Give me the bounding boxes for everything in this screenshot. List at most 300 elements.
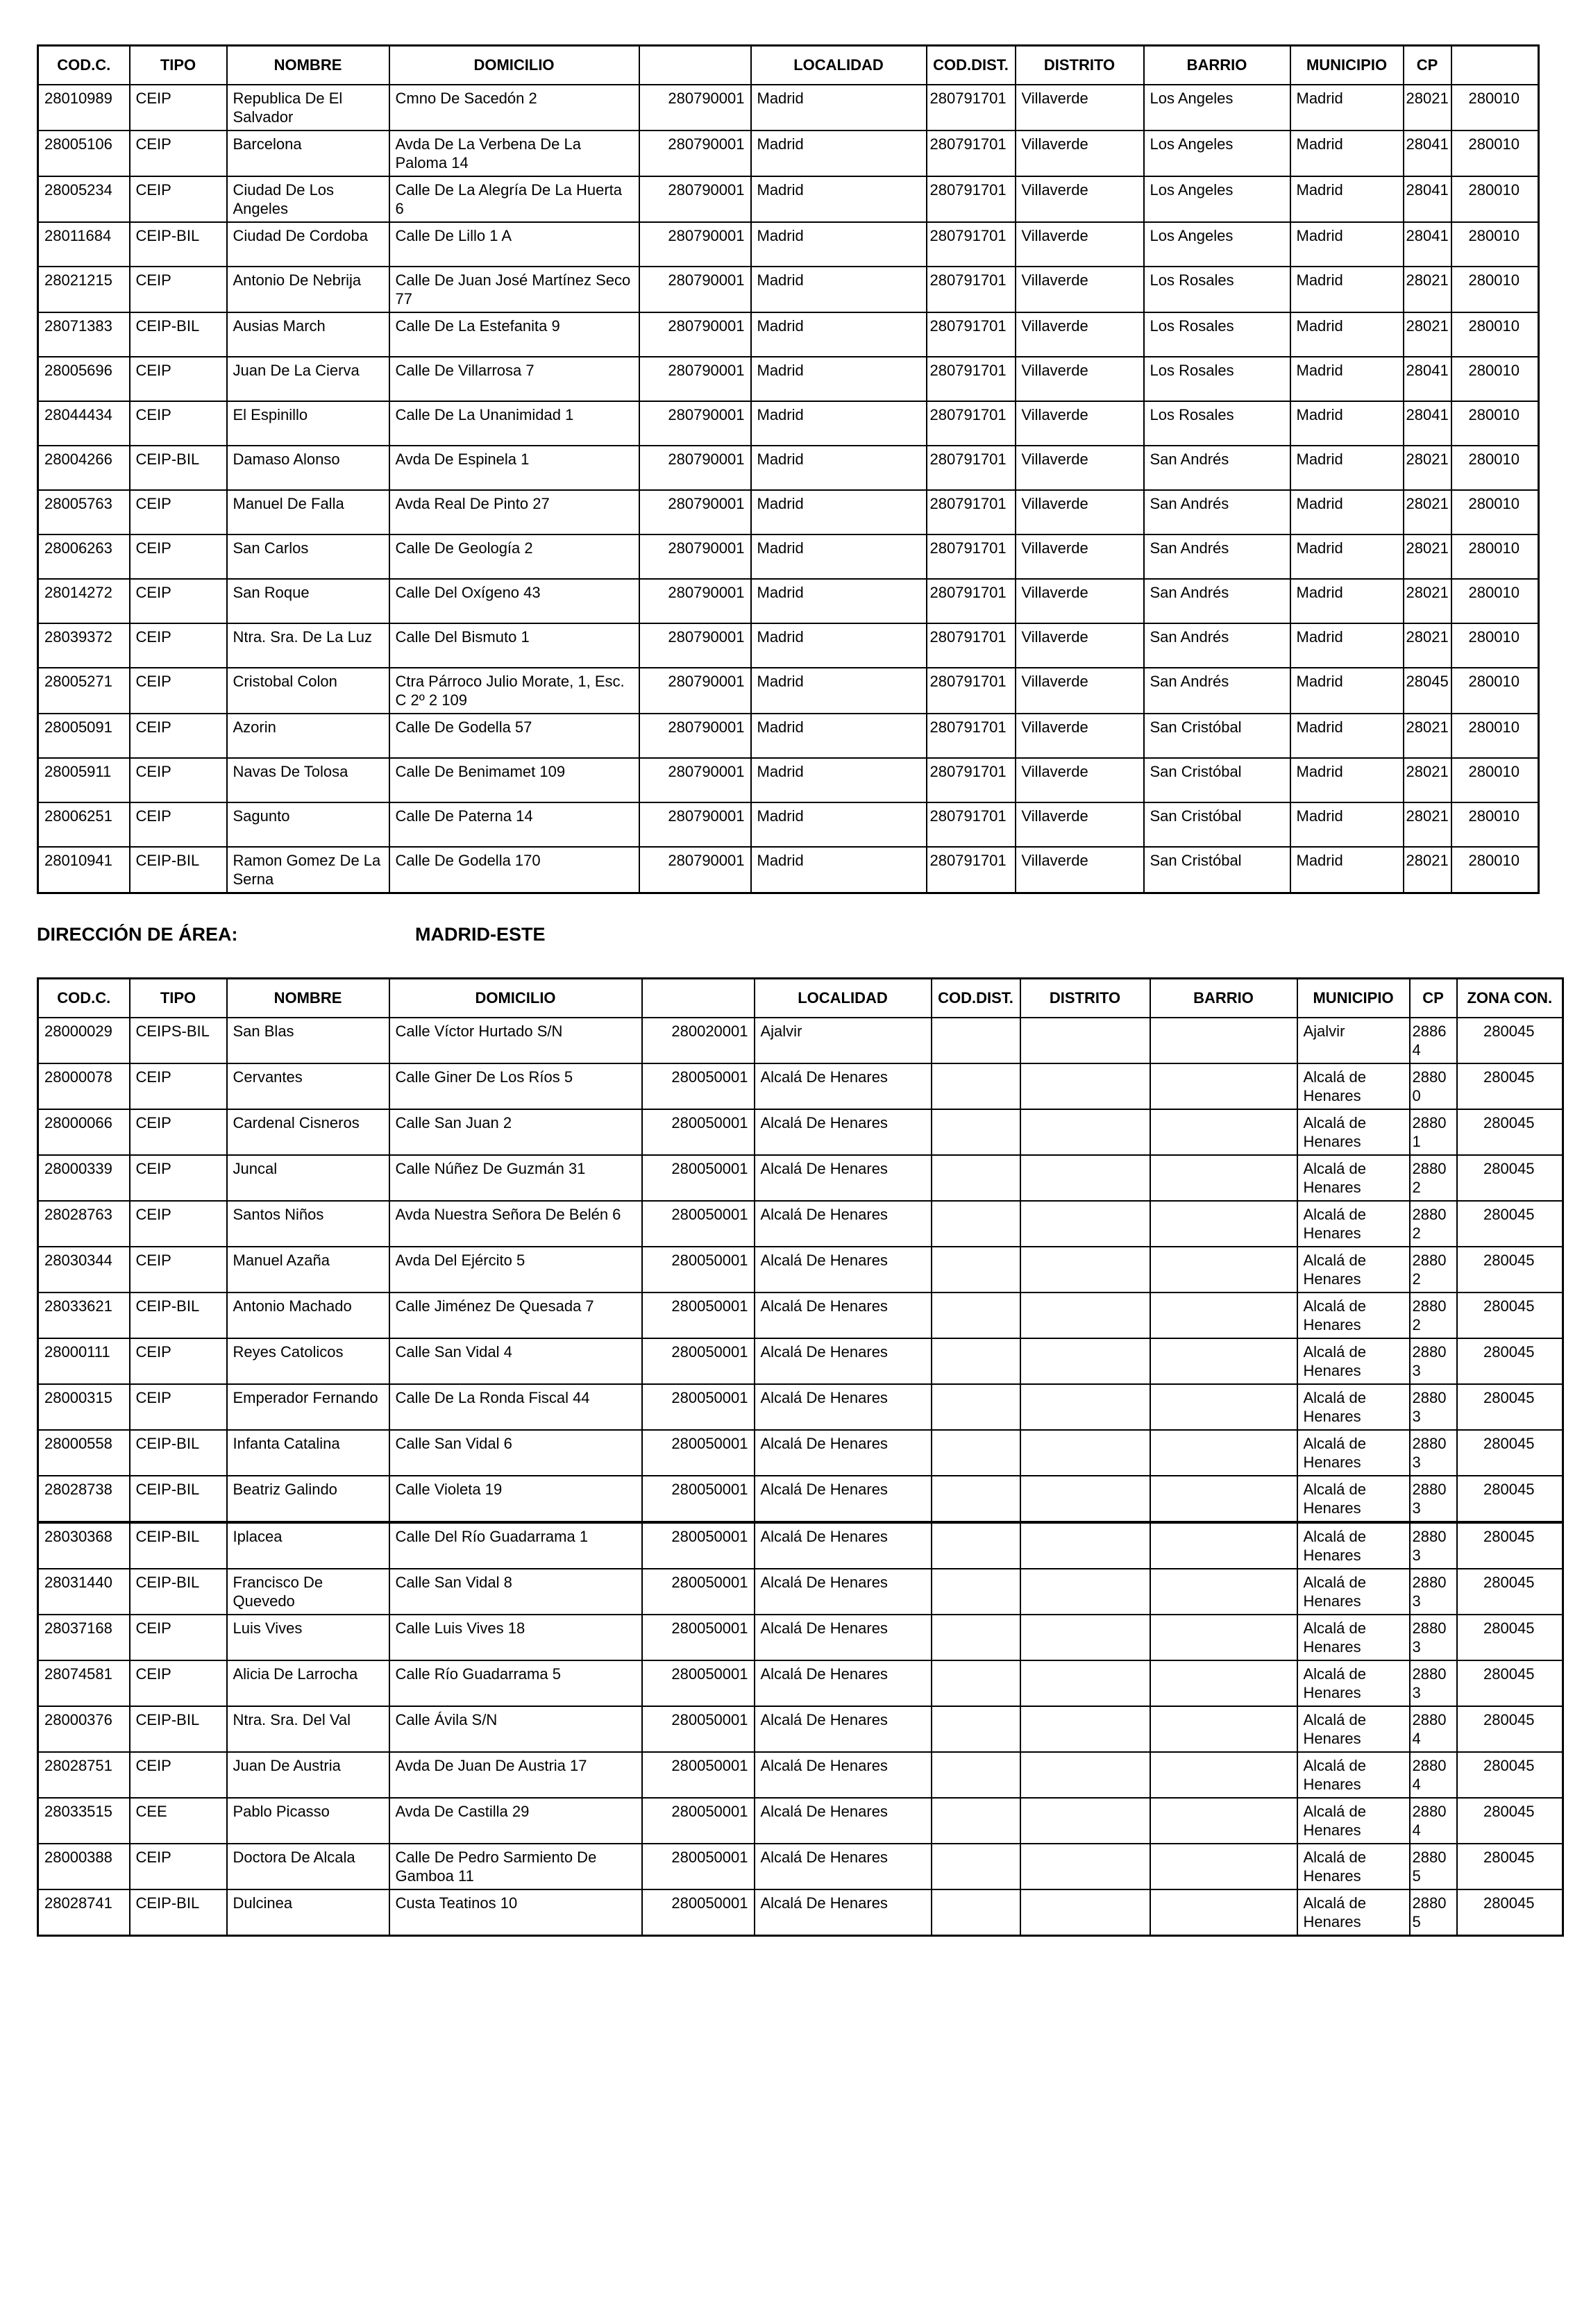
table-cell: Alcalá de Henares <box>1297 1338 1410 1384</box>
table-cell: 28800 <box>1410 1063 1457 1109</box>
table-cell: 280045 <box>1457 1660 1563 1706</box>
table-cell: Alcalá de Henares <box>1297 1889 1410 1936</box>
table-cell: Alcalá de Henares <box>1297 1798 1410 1844</box>
table-cell: Madrid <box>751 267 927 312</box>
table-cell: 280045 <box>1457 1430 1563 1476</box>
table-cell <box>1150 1384 1297 1430</box>
table-cell: 280791701 <box>927 222 1016 267</box>
column-header: COD.DIST. <box>927 46 1016 85</box>
table-cell: 280790001 <box>639 579 751 623</box>
table-row <box>38 1522 1563 1569</box>
table-cell: Calle De Paterna 14 <box>389 802 639 847</box>
table-cell: Antonio Machado <box>227 1292 389 1338</box>
table-cell: Alcalá de Henares <box>1297 1109 1410 1155</box>
table-cell: 280050001 <box>642 1292 755 1338</box>
table-cell: 280010 <box>1451 714 1539 758</box>
table-cell: 280790001 <box>639 357 751 401</box>
table-cell: Madrid <box>1290 222 1404 267</box>
table-cell: 28021 <box>1404 312 1451 357</box>
table-cell: 280010 <box>1451 267 1539 312</box>
table-cell: Madrid <box>751 357 927 401</box>
table-cell: Madrid <box>1290 267 1404 312</box>
table-cell: Alcalá De Henares <box>755 1752 932 1798</box>
table-row <box>38 1430 1563 1476</box>
table-cell: Emperador Fernando <box>227 1384 389 1430</box>
table-cell: CEIP <box>130 758 227 802</box>
table-cell: San Blas <box>227 1018 389 1063</box>
table-cell: Alcalá De Henares <box>755 1430 932 1476</box>
table-cell: 280045 <box>1457 1522 1563 1569</box>
table-cell: 280791701 <box>927 130 1016 176</box>
table-cell: 28000315 <box>38 1384 130 1430</box>
table-cell: San Andrés <box>1144 490 1290 534</box>
column-header: TIPO <box>130 46 227 85</box>
table-cell: Los Angeles <box>1144 176 1290 222</box>
column-header: DISTRITO <box>1016 46 1144 85</box>
table-cell: 280045 <box>1457 1155 1563 1201</box>
table-cell: 280791701 <box>927 623 1016 668</box>
table-cell: Calle Ávila S/N <box>389 1706 642 1752</box>
column-header: DOMICILIO <box>389 46 639 85</box>
table-cell: Alcalá de Henares <box>1297 1615 1410 1660</box>
table-cell: CEIP-BIL <box>130 1706 227 1752</box>
table-cell: Madrid <box>751 847 927 893</box>
table-cell: Alcalá de Henares <box>1297 1569 1410 1615</box>
table-cell: Navas De Tolosa <box>227 758 389 802</box>
table-row <box>38 446 1539 490</box>
table-cell: Avda De Juan De Austria 17 <box>389 1752 642 1798</box>
table-cell: Manuel Azaña <box>227 1247 389 1292</box>
table-cell: Juan De Austria <box>227 1752 389 1798</box>
table-cell: San Andrés <box>1144 579 1290 623</box>
table-cell: 28005911 <box>38 758 130 802</box>
column-header: COD.DIST. <box>932 979 1020 1018</box>
table-row <box>38 1338 1563 1384</box>
table-cell: Beatriz Galindo <box>227 1476 389 1522</box>
table-cell: 28000066 <box>38 1109 130 1155</box>
area-heading-label: DIRECCIÓN DE ÁREA: <box>37 924 238 945</box>
table-cell: San Andrés <box>1144 623 1290 668</box>
table-cell: Calle De La Unanimidad 1 <box>389 401 639 446</box>
table-cell <box>1150 1615 1297 1660</box>
table-row <box>38 1018 1563 1063</box>
table-cell: Madrid <box>751 222 927 267</box>
table-cell: 280790001 <box>639 446 751 490</box>
table-cell <box>1150 1569 1297 1615</box>
table-cell: San Andrés <box>1144 446 1290 490</box>
table-cell: CEIP-BIL <box>130 1292 227 1338</box>
table-row <box>38 1706 1563 1752</box>
table-cell: 280050001 <box>642 1798 755 1844</box>
table-cell: 28041 <box>1404 401 1451 446</box>
table-cell: Alcalá De Henares <box>755 1063 932 1109</box>
table-cell: 28021215 <box>38 267 130 312</box>
table-cell <box>932 1201 1020 1247</box>
table-cell <box>932 1889 1020 1936</box>
table-row <box>38 847 1539 893</box>
table-cell: Los Rosales <box>1144 312 1290 357</box>
table-cell: 280790001 <box>639 401 751 446</box>
table-row <box>38 1889 1563 1936</box>
table-cell: 28021 <box>1404 623 1451 668</box>
table-cell: 280050001 <box>642 1155 755 1201</box>
table-cell: Alcalá De Henares <box>755 1889 932 1936</box>
table-cell: Calle Del Bismuto 1 <box>389 623 639 668</box>
table-cell: Villaverde <box>1016 714 1144 758</box>
column-header: CP <box>1410 979 1457 1018</box>
table-cell: Alcalá De Henares <box>755 1660 932 1706</box>
table-cell: 280010 <box>1451 176 1539 222</box>
table-cell: CEIP <box>130 1201 227 1247</box>
table-cell: San Cristóbal <box>1144 847 1290 893</box>
table-cell: Calle De Pedro Sarmiento De Gamboa 11 <box>389 1844 642 1889</box>
table-cell: Alcalá de Henares <box>1297 1201 1410 1247</box>
table-cell: 280010 <box>1451 357 1539 401</box>
table-cell: 28005763 <box>38 490 130 534</box>
table-cell: 28045 <box>1404 668 1451 714</box>
table-cell <box>1020 1063 1150 1109</box>
table-row <box>38 490 1539 534</box>
table-cell: Manuel De Falla <box>227 490 389 534</box>
table-row <box>38 1476 1563 1522</box>
table-cell: 28802 <box>1410 1201 1457 1247</box>
table-cell: 280791701 <box>927 446 1016 490</box>
table-cell: San Cristóbal <box>1144 802 1290 847</box>
table-cell: Calle Giner De Los Ríos 5 <box>389 1063 642 1109</box>
table-row <box>38 176 1539 222</box>
table-cell: Juan De La Cierva <box>227 357 389 401</box>
table-cell: 280050001 <box>642 1109 755 1155</box>
table-cell <box>932 1706 1020 1752</box>
table-cell: 28802 <box>1410 1292 1457 1338</box>
table-cell: Villaverde <box>1016 85 1144 130</box>
table-cell <box>1020 1569 1150 1615</box>
table-cell: Madrid <box>1290 579 1404 623</box>
table-cell: Madrid <box>1290 401 1404 446</box>
table-cell: 28021 <box>1404 85 1451 130</box>
table-cell: Alcalá de Henares <box>1297 1660 1410 1706</box>
area-heading-value: MADRID-ESTE <box>415 924 546 945</box>
table-cell <box>1020 1292 1150 1338</box>
table-cell: Madrid <box>1290 847 1404 893</box>
table-cell: CEIP <box>130 176 227 222</box>
table-cell: 280791701 <box>927 847 1016 893</box>
table-cell: Alcalá De Henares <box>755 1247 932 1292</box>
table-cell: 28031440 <box>38 1569 130 1615</box>
table-row <box>38 1292 1563 1338</box>
table-cell: Madrid <box>1290 490 1404 534</box>
table-cell: Alcalá De Henares <box>755 1109 932 1155</box>
table-cell: Madrid <box>751 714 927 758</box>
table-cell: 28011684 <box>38 222 130 267</box>
table-cell <box>1020 1018 1150 1063</box>
table-cell: 280010 <box>1451 130 1539 176</box>
table-cell: Alcalá de Henares <box>1297 1752 1410 1798</box>
table-cell: 280045 <box>1457 1798 1563 1844</box>
table-cell: 280010 <box>1451 534 1539 579</box>
table-row <box>38 222 1539 267</box>
table-cell: 28802 <box>1410 1155 1457 1201</box>
table-cell: Madrid <box>1290 130 1404 176</box>
table-cell: Juncal <box>227 1155 389 1201</box>
table-cell: 28803 <box>1410 1338 1457 1384</box>
table-cell <box>1020 1889 1150 1936</box>
table-cell: 28044434 <box>38 401 130 446</box>
table-cell: 28028741 <box>38 1889 130 1936</box>
table-cell: CEIP-BIL <box>130 312 227 357</box>
table-cell: Ramon Gomez De La Serna <box>227 847 389 893</box>
table-cell: Alcalá de Henares <box>1297 1155 1410 1201</box>
table-cell: Calle San Vidal 6 <box>389 1430 642 1476</box>
table-cell <box>1150 1247 1297 1292</box>
table-header-row <box>38 46 1539 85</box>
table-cell: 28041 <box>1404 222 1451 267</box>
table-cell: 28021 <box>1404 267 1451 312</box>
table-cell: 280790001 <box>639 312 751 357</box>
table-cell: CEIP <box>130 1615 227 1660</box>
table-cell: 280010 <box>1451 847 1539 893</box>
table-cell: Francisco De Quevedo <box>227 1569 389 1615</box>
table-cell: 280790001 <box>639 668 751 714</box>
table-cell: Calle De La Estefanita 9 <box>389 312 639 357</box>
table-row <box>38 623 1539 668</box>
table-row <box>38 357 1539 401</box>
table-cell: CEIP <box>130 267 227 312</box>
table-cell: CEIP <box>130 623 227 668</box>
table-cell: 28014272 <box>38 579 130 623</box>
table-cell: Calle San Vidal 4 <box>389 1338 642 1384</box>
table-cell: 280050001 <box>642 1844 755 1889</box>
table-row <box>38 1155 1563 1201</box>
table-cell <box>932 1247 1020 1292</box>
table-cell: Madrid <box>751 534 927 579</box>
table-cell: Ajalvir <box>1297 1018 1410 1063</box>
table-cell: Ntra. Sra. De La Luz <box>227 623 389 668</box>
table-row <box>38 1201 1563 1247</box>
table-cell: Calle De Godella 57 <box>389 714 639 758</box>
table-cell: Madrid <box>751 401 927 446</box>
table-cell: 280791701 <box>927 579 1016 623</box>
table-cell: 280010 <box>1451 623 1539 668</box>
schools-table-madrid-este <box>37 977 1564 1937</box>
table-cell: 280790001 <box>639 176 751 222</box>
table-cell: Antonio De Nebrija <box>227 267 389 312</box>
table-cell: San Andrés <box>1144 534 1290 579</box>
table-cell: 28005234 <box>38 176 130 222</box>
table-cell: 28006251 <box>38 802 130 847</box>
column-header: ZONA CON. <box>1457 979 1563 1018</box>
table-cell: 280050001 <box>642 1338 755 1384</box>
table-cell: CEIP <box>130 1752 227 1798</box>
table-cell: 28803 <box>1410 1569 1457 1615</box>
table-cell: 280050001 <box>642 1476 755 1522</box>
column-header: CP <box>1404 46 1451 85</box>
table-cell: 28021 <box>1404 490 1451 534</box>
table-cell: Madrid <box>751 668 927 714</box>
table-cell: 28041 <box>1404 176 1451 222</box>
table-cell <box>1020 1476 1150 1522</box>
table-row <box>38 1752 1563 1798</box>
table-cell: Sagunto <box>227 802 389 847</box>
table-cell <box>932 1522 1020 1569</box>
table-cell: Damaso Alonso <box>227 446 389 490</box>
table-cell: 28004266 <box>38 446 130 490</box>
table-cell: Madrid <box>751 490 927 534</box>
table-cell: Calle De Villarrosa 7 <box>389 357 639 401</box>
table-cell: Calle Río Guadarrama 5 <box>389 1660 642 1706</box>
table-cell: Alcalá de Henares <box>1297 1247 1410 1292</box>
table-cell: 280010 <box>1451 222 1539 267</box>
table-cell <box>932 1109 1020 1155</box>
table-cell: 28037168 <box>38 1615 130 1660</box>
table-cell: Barcelona <box>227 130 389 176</box>
table-cell: 28028763 <box>38 1201 130 1247</box>
table-cell: Calle Jiménez De Quesada 7 <box>389 1292 642 1338</box>
table-cell: Villaverde <box>1016 176 1144 222</box>
table-cell: 28803 <box>1410 1522 1457 1569</box>
table-cell: Calle San Vidal 8 <box>389 1569 642 1615</box>
table-cell: Doctora De Alcala <box>227 1844 389 1889</box>
table-cell: Alcalá de Henares <box>1297 1292 1410 1338</box>
table-cell: Ajalvir <box>755 1018 932 1063</box>
table-cell: 280010 <box>1451 85 1539 130</box>
table-cell <box>1020 1109 1150 1155</box>
table-cell <box>1020 1384 1150 1430</box>
table-cell: Alcalá De Henares <box>755 1615 932 1660</box>
column-header: COD.C. <box>38 46 130 85</box>
table-cell: CEIP-BIL <box>130 1476 227 1522</box>
table-cell: Infanta Catalina <box>227 1430 389 1476</box>
table-cell: 28033621 <box>38 1292 130 1338</box>
table-cell: 280050001 <box>642 1430 755 1476</box>
table-cell: 28039372 <box>38 623 130 668</box>
table-cell: CEIP <box>130 357 227 401</box>
table-cell: San Andrés <box>1144 668 1290 714</box>
table-cell <box>932 1063 1020 1109</box>
table-cell: Dulcinea <box>227 1889 389 1936</box>
table-cell: Villaverde <box>1016 802 1144 847</box>
table-cell: Madrid <box>1290 176 1404 222</box>
table-cell: CEIP <box>130 802 227 847</box>
table-cell: CEIP <box>130 1247 227 1292</box>
table-cell: 280791701 <box>927 714 1016 758</box>
table-cell: Avda De Castilla 29 <box>389 1798 642 1844</box>
table-cell: Los Rosales <box>1144 267 1290 312</box>
table-cell: 28802 <box>1410 1247 1457 1292</box>
table-cell: Villaverde <box>1016 490 1144 534</box>
table-cell: Villaverde <box>1016 130 1144 176</box>
table-cell: CEIP <box>130 1384 227 1430</box>
table-cell <box>932 1155 1020 1201</box>
table-cell: CEIP <box>130 401 227 446</box>
table-cell: Alcalá De Henares <box>755 1522 932 1569</box>
table-cell: 280045 <box>1457 1338 1563 1384</box>
table-cell: 280050001 <box>642 1384 755 1430</box>
table-cell <box>932 1476 1020 1522</box>
table-row <box>38 758 1539 802</box>
table-cell <box>1020 1338 1150 1384</box>
table-cell: 280050001 <box>642 1201 755 1247</box>
table-header-row <box>38 979 1563 1018</box>
column-header <box>642 979 755 1018</box>
table-row <box>38 1063 1563 1109</box>
table-cell <box>1150 1798 1297 1844</box>
column-header: LOCALIDAD <box>755 979 932 1018</box>
table-cell: CEIP <box>130 1063 227 1109</box>
table-cell: Ausias March <box>227 312 389 357</box>
table-cell: Alcalá de Henares <box>1297 1384 1410 1430</box>
table-cell: CEIP-BIL <box>130 847 227 893</box>
table-cell: 28021 <box>1404 534 1451 579</box>
table-cell: Madrid <box>751 312 927 357</box>
table-cell: 280050001 <box>642 1752 755 1798</box>
table-cell: Calle Luis Vives 18 <box>389 1615 642 1660</box>
table-cell: CEIP <box>130 1109 227 1155</box>
table-cell: Madrid <box>1290 714 1404 758</box>
table-cell: Los Angeles <box>1144 85 1290 130</box>
table-row <box>38 534 1539 579</box>
table-cell: 28000111 <box>38 1338 130 1384</box>
table-cell: Madrid <box>1290 758 1404 802</box>
table-cell: Alcalá De Henares <box>755 1384 932 1430</box>
table-cell: Reyes Catolicos <box>227 1338 389 1384</box>
table-cell: 280045 <box>1457 1889 1563 1936</box>
table-cell: CEIP <box>130 579 227 623</box>
table-cell: CEIP <box>130 534 227 579</box>
table-cell: 28030344 <box>38 1247 130 1292</box>
table-row <box>38 1247 1563 1292</box>
table-cell: Villaverde <box>1016 357 1144 401</box>
table-cell <box>932 1615 1020 1660</box>
table-cell: 28000339 <box>38 1155 130 1201</box>
table-cell: 28010941 <box>38 847 130 893</box>
table-cell: 28006263 <box>38 534 130 579</box>
table-cell: Madrid <box>751 130 927 176</box>
table-cell: Los Rosales <box>1144 357 1290 401</box>
table-cell: Madrid <box>751 802 927 847</box>
table-cell: Iplacea <box>227 1522 389 1569</box>
table-cell: Madrid <box>751 758 927 802</box>
table-cell <box>1150 1844 1297 1889</box>
table-cell <box>932 1798 1020 1844</box>
table-cell: 280045 <box>1457 1018 1563 1063</box>
table-cell <box>1020 1706 1150 1752</box>
table-cell: CEIP <box>130 1155 227 1201</box>
table-cell: Villaverde <box>1016 222 1144 267</box>
table-row <box>38 1615 1563 1660</box>
table-cell: CEIP-BIL <box>130 1889 227 1936</box>
table-cell: Calle De Godella 170 <box>389 847 639 893</box>
table-cell: Cristobal Colon <box>227 668 389 714</box>
table-cell <box>1150 1109 1297 1155</box>
table-cell <box>1020 1798 1150 1844</box>
table-cell: CEIP <box>130 85 227 130</box>
table-cell <box>1150 1706 1297 1752</box>
table-cell: 28805 <box>1410 1844 1457 1889</box>
table-cell: 28803 <box>1410 1615 1457 1660</box>
table-row <box>38 130 1539 176</box>
table-cell: Villaverde <box>1016 623 1144 668</box>
table-cell <box>1020 1752 1150 1798</box>
table-cell: CEIP <box>130 668 227 714</box>
table-cell: Alcalá de Henares <box>1297 1844 1410 1889</box>
table-cell: 28803 <box>1410 1660 1457 1706</box>
table-cell: 280050001 <box>642 1615 755 1660</box>
table-cell <box>932 1338 1020 1384</box>
table-cell <box>932 1384 1020 1430</box>
table-cell: Madrid <box>751 579 927 623</box>
table-cell: Villaverde <box>1016 446 1144 490</box>
